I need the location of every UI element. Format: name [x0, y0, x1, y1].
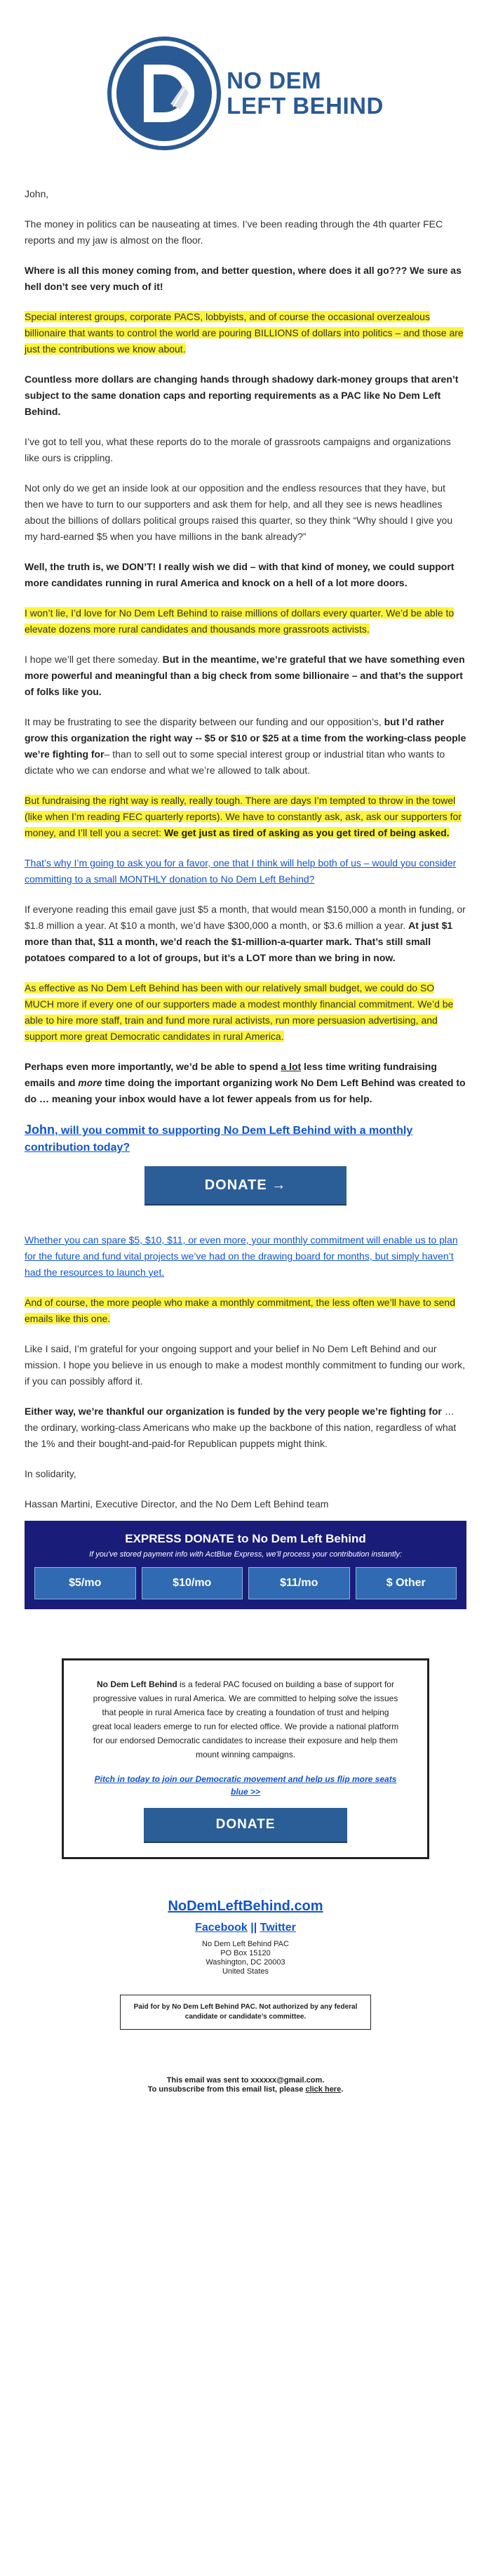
bold-text: At just $1 more than that, $11 a month, we’d reach the $1-million-a-quarter mark. That’s still small potatoes compared to a lot of groups, but it’s a LOT more than we bring in now. — [25, 920, 453, 963]
paragraph-14 — [25, 980, 466, 1045]
text-span: If everyone reading this email gave just $5 a month, that would mean $150,000 a month in funding, or $1.8 million a year. At $10 a month, we’d have $300,000 a month, or $3.6 million a year. — [25, 904, 466, 931]
address-line: United States — [222, 1967, 269, 1976]
paragraph-2: Where is all this money coming from, and better question, where does it all go??? We sure as hell don’t see very much of it! — [25, 265, 462, 292]
paragraph-17 — [25, 1232, 466, 1281]
unsubscribe-link[interactable]: click here — [305, 2085, 342, 2094]
donate-10-button[interactable]: $10/mo — [142, 1567, 243, 1599]
footer — [0, 1898, 491, 2094]
paragraph-5: I’ve got to tell you, what these reports do to the morale of grassroots campaigns and organizations like ours is crippling. — [25, 436, 451, 463]
express-title: EXPRESS DONATE to No Dem Left Behind — [125, 1532, 366, 1545]
email-body — [0, 186, 491, 1512]
about-donate-button[interactable]: DONATE — [144, 1808, 347, 1842]
paragraph-8 — [25, 605, 466, 638]
social-links — [0, 1922, 491, 1934]
commit-link[interactable] — [25, 1125, 412, 1154]
text-span: time doing the important organizing work No Dem Left Behind was created to do … meaning your inbox would have a lot fewer appeals from us for help. — [25, 1077, 466, 1104]
text-span: … the ordinary, working-class Americans who make up the backbone of this nation, regardless of what the 1% and their bought-and-paid-for Republican puppets might think. — [25, 1406, 457, 1449]
logo-header — [0, 0, 491, 186]
address-line: PO Box 15120 — [220, 1949, 271, 1957]
unsubscribe-line — [0, 2085, 491, 2094]
highlight-text: I won’t lie, I’d love for No Dem Left Behind to raise millions of dollars every quarter. We’d be able to elevate dozens more rural candidates and thousands more grassroots activists. — [25, 607, 455, 635]
text-span: To unsubscribe from this email list, please — [147, 2085, 306, 2094]
paragraph-11 — [25, 793, 466, 841]
text-span: , will you commit to supporting No Dem Left Behind with a monthly contribution today? — [25, 1125, 413, 1154]
text-span: It may be frustrating to see the disparity between our funding and our opposition’s, — [25, 716, 384, 727]
monthly-donation-link[interactable]: That’s why I’m going to ask you for a favor, one that I think will help both of us – would you consider committing to a small MONTHLY donation to No Dem Left Behind? — [25, 857, 457, 885]
about-box — [62, 1658, 429, 1859]
highlight-text: But fundraising the right way is really, really tough. There are days I’m tempted to throw in the towel (like when I’m reading FEC quarterly reports). We have to constantly ask, ask, ask our supporters for money, and I’ll tell you a secret: — [25, 795, 462, 838]
name-span: John — [25, 1123, 55, 1137]
address-line: Washington, DC 20003 — [206, 1958, 285, 1967]
paragraph-6: Not only do we get an inside look at our opposition and the endless resources that they have, but then we have to turn to our supporters and ask them for help, and all they see is news headlines about the billions of dollars political groups raised this quarter, so they think “Why should I give you my hard-earned $5 when you have millions in the bank already?” — [25, 482, 453, 542]
paragraph-1: The money in politics can be nauseating at times. I’ve been reading through the 4th quarter FEC reports and my jaw is almost on the floor. — [25, 218, 443, 246]
logo-line-2: LEFT BEHIND — [227, 92, 384, 119]
logo-line-1: NO DEM — [227, 67, 322, 93]
signoff: In solidarity, — [25, 1468, 76, 1479]
paragraph-12 — [25, 855, 466, 887]
highlight-text: As effective as No Dem Left Behind has been with our relatively small budget, we could do SO MUCH more if every one of our supporters made a modest monthly financial commitment. We’d be able to hire more staff, train and fund more rural activists, run more persuasion advertising, and support more great Democratic candidates in rural America. — [25, 982, 454, 1042]
paragraph-10 — [25, 714, 466, 779]
express-donate-box — [25, 1521, 466, 1609]
donate-button[interactable]: DONATE → — [144, 1166, 347, 1204]
highlight-bold-text: We get just as tired of asking as you get tired of being asked. — [163, 827, 450, 838]
paid-for-disclaimer: Paid for by No Dem Left Behind PAC. Not authorized by any federal candidate or candidate’s committee. — [120, 1995, 371, 2030]
donate-other-button[interactable]: $ Other — [356, 1567, 457, 1599]
text-span: – than to sell out to some special interest group or industrial titan who wants to dictate who we can endorse and what we’re allowed to talk about. — [25, 748, 445, 776]
facebook-link[interactable]: Facebook — [195, 1922, 248, 1934]
donate-11-button[interactable]: $11/mo — [248, 1567, 350, 1599]
donate-5-button[interactable]: $5/mo — [34, 1567, 136, 1599]
about-text — [92, 1677, 399, 1762]
bold-text: But in the meantime, we’re grateful that we have something even more powerful and meaningful than a big check from some billionaire – and that’s the support of folks like you. — [25, 654, 465, 697]
text-span: . — [341, 2085, 344, 2094]
paragraph-18 — [25, 1295, 466, 1327]
logo-wordmark — [227, 68, 384, 119]
signature: Hassan Martini, Executive Director, and the No Dem Left Behind team — [25, 1498, 329, 1510]
bold-text: Either way, we’re thankful our organization is funded by the very people we’re fighting for — [25, 1406, 442, 1417]
sent-to-text: This email was sent to xxxxxx@gmail.com. — [166, 2076, 325, 2085]
underlined-text: a lot — [281, 1061, 302, 1072]
text-span: less time writing fundraising emails and — [25, 1061, 437, 1088]
bold-text: but I’d rather grow this organization the right way -- $5 or $10 or $25 at a time from the working-class people we’re fighting for — [25, 716, 466, 760]
website-link[interactable]: NoDemLeftBehind.com — [168, 1898, 323, 1914]
highlight-text: And of course, the more people who make a monthly commitment, the less often we’ll have to send emails like this one. — [25, 1297, 455, 1324]
paragraph-15 — [25, 1059, 466, 1107]
paragraph-19: Like I said, I’m grateful for your ongoing support and your belief in No Dem Left Behind and our mission. I hope you believe in us enough to make a modest monthly commitment to funding our work, if you can possibly afford it. — [25, 1343, 465, 1387]
greeting: John, — [25, 188, 49, 199]
text-span: I hope we’ll get there someday. — [25, 654, 163, 665]
paragraph-7: Well, the truth is, we DON’T! I really wish we did – with that kind of money, we could support more candidates running in rural America and knock on a hell of a lot more doors. — [25, 561, 455, 588]
pitch-in-link[interactable]: Pitch in today to join our Democratic movement and help us flip more seats blue >> — [94, 1774, 397, 1797]
paragraph-3 — [25, 309, 466, 357]
address-line: No Dem Left Behind PAC — [202, 1940, 289, 1948]
brand-logo[interactable] — [107, 37, 384, 150]
highlight-text: Special interest groups, corporate PACS, lobbyists, and of course the occasional overzealous billionaire that wants to control the world are pouring BILLIONS of dollars into politics – and those are just the contributions we know about. — [25, 311, 464, 355]
express-amounts — [34, 1567, 457, 1599]
monthly-commitment-link[interactable]: Whether you can spare $5, $10, $11, or even more, your monthly commitment will enable us to plan for the future and fund vital projects we’ve had on the drawing board for months, but simply haven’t had the resources to launch yet. — [25, 1234, 458, 1278]
d-logo-icon — [107, 37, 221, 150]
paragraph-9 — [25, 652, 466, 700]
separator: || — [247, 1922, 260, 1934]
express-subtitle: If you've stored payment info with ActBlue Express, we'll process your contribution instantly: — [89, 1550, 402, 1559]
paragraph-16 — [25, 1121, 466, 1156]
paragraph-13 — [25, 901, 466, 966]
org-name: No Dem Left Behind — [97, 1679, 177, 1689]
text-span: is a federal PAC focused on building a base of support for progressive values in rural America. We are committed to helping solve the issues that people in rural America face by creating a foundation of trust and helping great local leaders emerge to run for elected office. We provide a national platform for our endorsed Democratic candidates to increase their exposure and help them mount winning campaigns. — [92, 1679, 399, 1759]
italic-text: more — [78, 1077, 102, 1088]
twitter-link[interactable]: Twitter — [260, 1922, 296, 1934]
mailing-address — [0, 1940, 491, 1976]
paragraph-4: Countless more dollars are changing hands through shadowy dark-money groups that aren’t subject to the same donation caps and reporting requirements as a PAC like No Dem Left Behind. — [25, 374, 459, 417]
paragraph-20 — [25, 1403, 466, 1452]
text-span: Perhaps even more importantly, we’d be able to spend — [25, 1061, 281, 1072]
unsubscribe-notice — [0, 2076, 491, 2094]
donate-cta — [25, 1166, 466, 1204]
